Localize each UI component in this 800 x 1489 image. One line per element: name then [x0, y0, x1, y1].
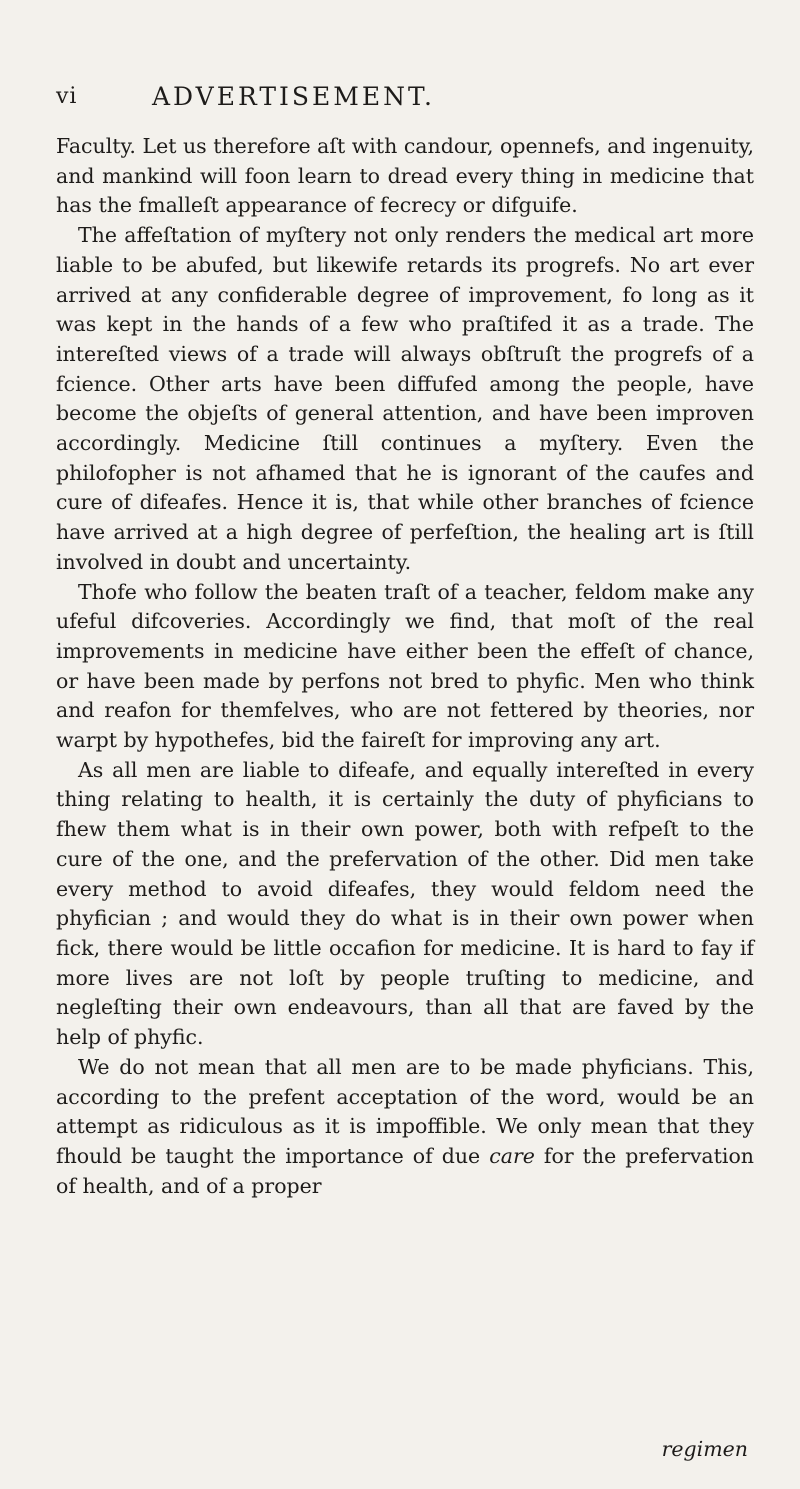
paragraph-5-emphasis: care — [489, 1143, 535, 1168]
paragraph-5-text-after: for the prefervation of health, and of a proper — [56, 1143, 754, 1198]
paragraph-4: As all men are liable to difeafe, and equally intereſted in every thing relating to health, it is certainly the duty of phyficians to fhew them what is in their own power, both with refpeſt to the cure of the one, and the prefervation of the other. Did men take every method to avoid difeafes, they would feldom need the phyfician ; and would they do what is in their own power when fick, there would be little occafion for medicine. It is hard to fay if more lives are not loſt by people truſting to medicine, and negleſting their own endeavours, than all that are faved by the help of phyfic. — [56, 757, 754, 1050]
catchword: regimen — [661, 1437, 748, 1461]
body-text — [56, 132, 754, 1201]
paragraph-5 — [56, 1053, 754, 1202]
paragraph-5-text-before: We do not mean that all men are to be made phyficians. This, according to the prefent acceptation of the word, would be an attempt as ridiculous as it is impoffible. We only mean that they fhould be taught the importance of due — [56, 1054, 754, 1168]
page-number: vi — [56, 84, 78, 109]
paragraph-1: Faculty. Let us therefore aſt with candour, opennefs, and ingenuity, and mankind will foon learn to dread every thing in medicine that has the fmalleſt appearance of fecrecy or difguife. — [56, 134, 754, 218]
running-head — [56, 82, 746, 116]
paragraph-3: Thofe who follow the beaten traſt of a teacher, feldom make any ufeful difcoveries. Accordingly we find, that moſt of the real improvements in medicine have either been the effeſt of chance, or have been made by perfons not bred to phyfic. Men who think and reafon for themfelves, who are not fettered by theories, nor warpt by hypothefes, bid the faireſt for improving any art. — [56, 579, 754, 753]
page-heading: ADVERTISEMENT. — [152, 82, 435, 111]
paragraph-2: The affeſtation of myſtery not only renders the medical art more liable to be abufed, but likewife retards its progrefs. No art ever arrived at any confiderable degree of improvement, fo long as it was kept in the hands of a few who praſtifed it as a trade. The intereſted views of a trade will always obſtruſt the progrefs of a fcience. Other arts have been diffufed among the people, have become the objeſts of general attention, and have been improven accordingly. Medicine ſtill continues a myſtery. Even the philofopher is not afhamed that he is ignorant of the caufes and cure of difeafes. Hence it is, that while other branches of fcience have arrived at a high degree of perfeſtion, the healing art is ſtill involved in doubt and uncertainty. — [56, 223, 754, 574]
